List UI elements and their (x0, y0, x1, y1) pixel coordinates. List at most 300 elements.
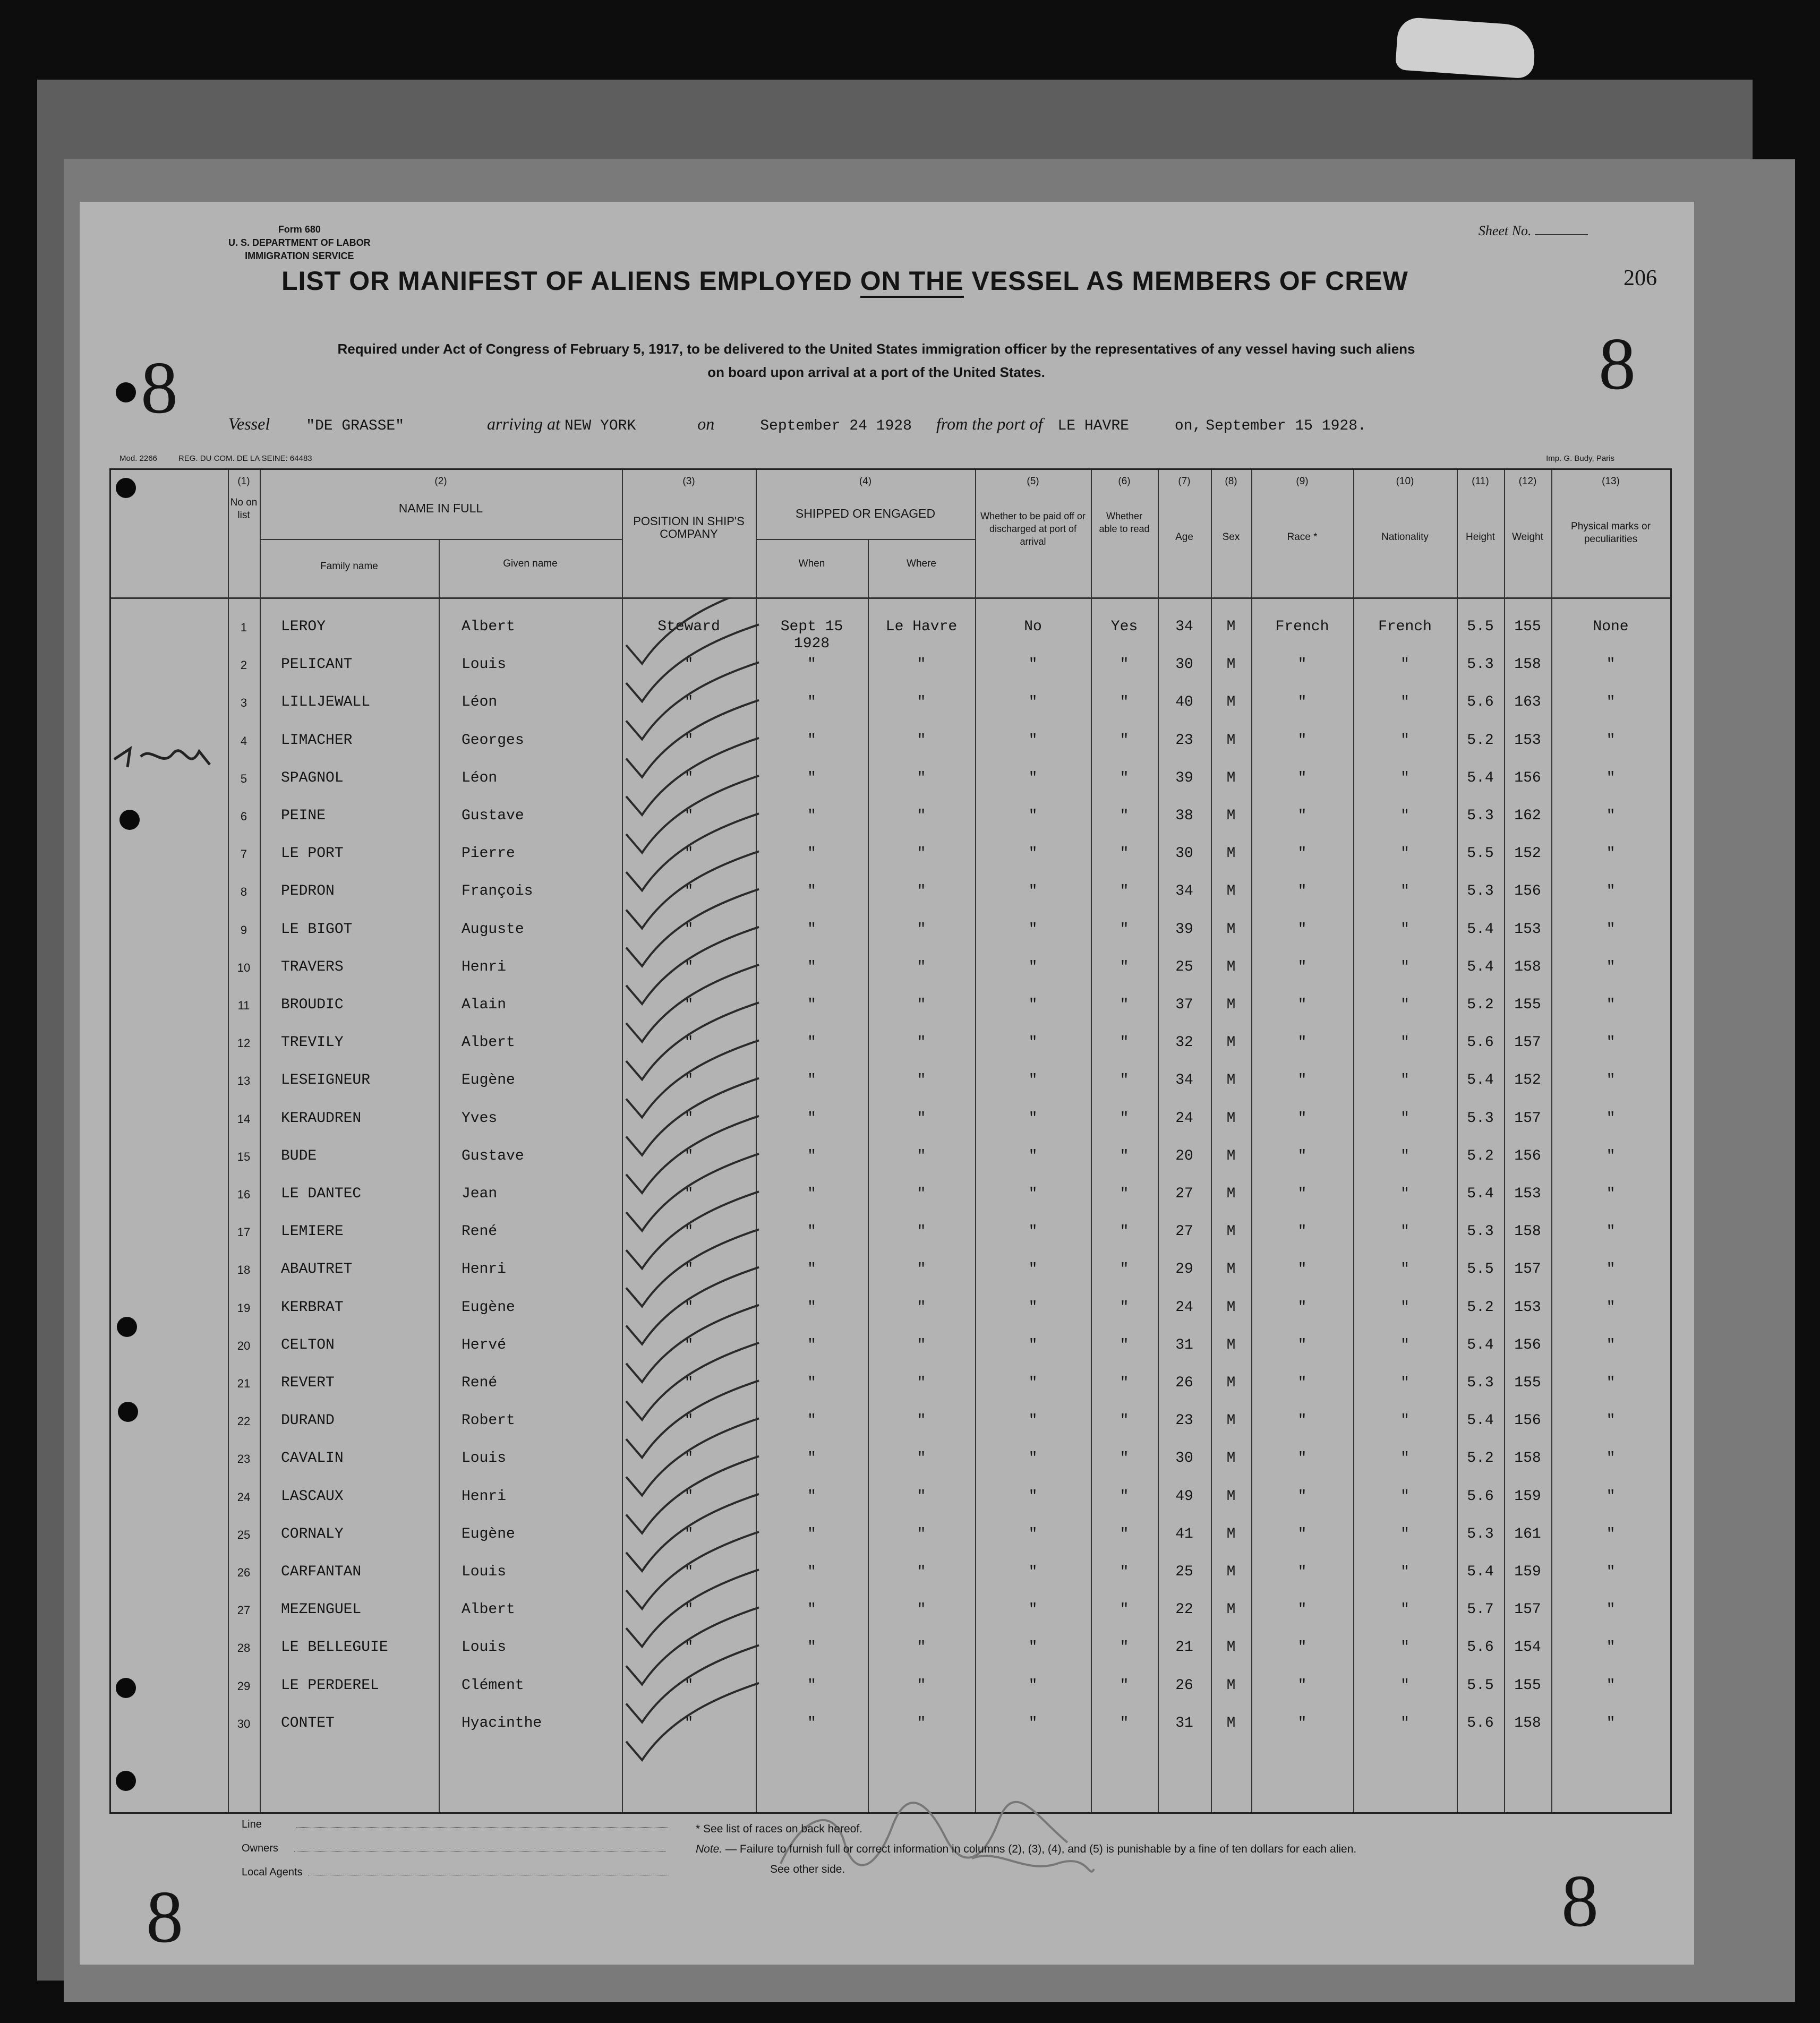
cell-shipped-where: " (917, 1147, 926, 1164)
cell-physical-marks: " (1606, 1072, 1616, 1089)
cell-age: 27 (1175, 1186, 1193, 1202)
cell-shipped-where: " (917, 1034, 926, 1051)
cell-shipped-when: " (807, 656, 816, 673)
row-number: 7 (240, 847, 247, 861)
cell-weight: 156 (1514, 1336, 1541, 1353)
cell-weight: 157 (1514, 1110, 1541, 1127)
cell-physical-marks: " (1606, 921, 1616, 938)
cell-age: 30 (1175, 845, 1193, 862)
cell-able-to-read: " (1120, 1601, 1129, 1618)
cell-physical-marks: " (1606, 656, 1616, 673)
cell-sex: M (1226, 1147, 1236, 1164)
cell-position: " (684, 732, 694, 749)
cell-family-name: LE BIGOT (281, 921, 353, 938)
cell-shipped-when: " (807, 1299, 816, 1316)
cell-sex: M (1226, 656, 1236, 673)
cell-given-name: Albert (462, 1034, 515, 1051)
cell-physical-marks: " (1606, 883, 1616, 900)
footer-agents-label: Local Agents (242, 1866, 303, 1878)
cell-able-to-read: " (1120, 997, 1129, 1013)
document-number: 206 (1624, 266, 1657, 290)
title-part-1: LIST OR MANIFEST OF ALIENS EMPLOYED (281, 266, 860, 296)
cell-able-to-read: " (1120, 1488, 1129, 1505)
cell-race: " (1297, 1715, 1307, 1731)
cell-shipped-when: " (807, 1261, 816, 1278)
footer-note-penalty (696, 1841, 1356, 1857)
cell-family-name: KERAUDREN (281, 1110, 362, 1127)
cell-physical-marks: " (1606, 1412, 1616, 1429)
cell-shipped-when: " (807, 1147, 816, 1164)
row-number: 5 (240, 772, 247, 785)
cell-nationality: " (1400, 1110, 1409, 1127)
cell-position: " (684, 694, 694, 711)
cell-shipped-where: " (917, 1110, 926, 1127)
arrival-date: September 24 1928 (760, 418, 912, 434)
requirement-line-1: Required under Act of Congress of February 5, 1917, to be delivered to the United States immigration officer by the representatives of any vessel having such aliens (337, 341, 1415, 357)
cell-height: 5.2 (1467, 1299, 1494, 1316)
check-mark (626, 851, 759, 928)
cell-physical-marks: " (1606, 1525, 1616, 1542)
cell-shipped-where: " (917, 1375, 926, 1391)
cell-nationality: " (1400, 1299, 1409, 1316)
cell-nationality: " (1400, 1525, 1409, 1542)
check-mark (626, 738, 759, 815)
cell-paid-off: " (1028, 694, 1038, 711)
cell-shipped-where: " (917, 1677, 926, 1694)
cell-sex: M (1226, 921, 1236, 938)
header-given-name: Given name (503, 558, 558, 569)
check-mark (626, 1191, 759, 1268)
cell-sex: M (1226, 619, 1236, 635)
cell-able-to-read: " (1120, 1186, 1129, 1202)
cell-given-name: Eugène (462, 1525, 515, 1542)
cell-given-name: Louis (462, 1564, 507, 1580)
header-position: POSITION IN SHIP'S COMPANY (633, 515, 745, 541)
cell-height: 5.3 (1467, 656, 1494, 673)
cell-height: 5.4 (1467, 1336, 1494, 1353)
cell-nationality: " (1400, 694, 1409, 711)
punch-hole (116, 382, 136, 402)
cell-height: 5.5 (1467, 619, 1494, 635)
cell-given-name: Louis (462, 1450, 507, 1467)
cell-physical-marks: " (1606, 1147, 1616, 1164)
cell-nationality: " (1400, 732, 1409, 749)
cell-physical-marks: None (1593, 619, 1629, 635)
cell-age: 31 (1175, 1715, 1193, 1731)
check-mark (626, 1645, 759, 1722)
cell-able-to-read: " (1120, 1639, 1129, 1656)
row-number: 1 (240, 621, 247, 634)
cell-paid-off: " (1028, 1639, 1038, 1656)
check-mark (626, 965, 759, 1042)
cell-age: 37 (1175, 997, 1193, 1013)
cell-given-name: Louis (462, 656, 507, 673)
cell-height: 5.2 (1467, 997, 1494, 1013)
stamp-number-top-right: 8 (1599, 323, 1636, 405)
cell-nationality: " (1400, 1639, 1409, 1656)
cell-sex: M (1226, 1072, 1236, 1089)
cell-sex: M (1226, 1601, 1236, 1618)
cell-physical-marks: " (1606, 694, 1616, 711)
cell-age: 22 (1175, 1601, 1193, 1618)
cell-family-name: DURAND (281, 1412, 335, 1429)
cell-sex: M (1226, 1412, 1236, 1429)
cell-paid-off: " (1028, 1450, 1038, 1467)
sheet-number (1479, 223, 1588, 239)
cell-family-name: BUDE (281, 1147, 317, 1164)
cell-shipped-where: " (917, 769, 926, 786)
header-col11-number: (11) (1472, 476, 1489, 487)
cell-weight: 155 (1514, 1375, 1541, 1391)
cell-position: " (684, 1261, 694, 1278)
cell-race: " (1297, 1147, 1307, 1164)
cell-shipped-when: " (807, 921, 816, 938)
cell-able-to-read: Yes (1110, 619, 1138, 635)
cell-family-name: LESEIGNEUR (281, 1072, 371, 1089)
check-marks (605, 597, 780, 1808)
cell-shipped-when: " (807, 997, 816, 1013)
cell-physical-marks: " (1606, 1564, 1616, 1580)
check-mark (626, 776, 759, 853)
row-number: 20 (237, 1339, 251, 1352)
check-mark (626, 889, 759, 966)
cell-nationality: French (1378, 619, 1432, 635)
cell-nationality: " (1400, 1375, 1409, 1391)
row-number: 17 (237, 1225, 251, 1239)
cell-weight: 158 (1514, 1715, 1541, 1731)
row-number: 22 (237, 1415, 251, 1428)
cell-able-to-read: " (1120, 732, 1129, 749)
cell-weight: 156 (1514, 1412, 1541, 1429)
departure-port: LE HAVRE (1057, 418, 1129, 434)
cell-race: " (1297, 1601, 1307, 1618)
header-when: When (798, 558, 825, 569)
cell-height: 5.3 (1467, 1110, 1494, 1127)
cell-weight: 152 (1514, 1072, 1541, 1089)
header-col13-number: (13) (1602, 476, 1620, 487)
cell-sex: M (1226, 694, 1236, 711)
cell-shipped-where: " (917, 1450, 926, 1467)
header-col5-number: (5) (1027, 476, 1039, 487)
row-number: 27 (237, 1604, 251, 1617)
cell-shipped-when: " (807, 1450, 816, 1467)
cell-family-name: CORNALY (281, 1525, 344, 1542)
cell-shipped-where: " (917, 958, 926, 975)
cell-height: 5.5 (1467, 1677, 1494, 1694)
cell-given-name: Yves (462, 1110, 498, 1127)
cell-family-name: LE BELLEGUIE (281, 1639, 388, 1656)
cell-shipped-when: " (807, 1336, 816, 1353)
cell-height: 5.5 (1467, 845, 1494, 862)
cell-nationality: " (1400, 1715, 1409, 1731)
cell-race: " (1297, 1110, 1307, 1127)
cell-shipped-where: " (917, 1261, 926, 1278)
cell-position: " (684, 1564, 694, 1580)
cell-shipped-when: " (807, 1412, 816, 1429)
cell-sex: M (1226, 1336, 1236, 1353)
cell-paid-off: " (1028, 1375, 1038, 1391)
row-number: 26 (237, 1566, 251, 1579)
cell-height: 5.2 (1467, 1450, 1494, 1467)
cell-sex: M (1226, 1715, 1236, 1731)
header-col6-number: (6) (1118, 476, 1131, 487)
cell-position: " (684, 1525, 694, 1542)
cell-age: 31 (1175, 1336, 1193, 1353)
cell-weight: 155 (1514, 1677, 1541, 1694)
cell-family-name: REVERT (281, 1375, 335, 1391)
cell-weight: 153 (1514, 1186, 1541, 1202)
header-where: Where (907, 558, 936, 569)
cell-weight: 161 (1514, 1525, 1541, 1542)
cell-family-name: ABAUTRET (281, 1261, 353, 1278)
cell-shipped-where: " (917, 808, 926, 824)
check-mark (626, 1607, 759, 1684)
cell-physical-marks: " (1606, 1677, 1616, 1694)
cell-age: 40 (1175, 694, 1193, 711)
cell-age: 26 (1175, 1677, 1193, 1694)
cell-paid-off: " (1028, 1034, 1038, 1051)
cell-paid-off: " (1028, 1525, 1038, 1542)
cell-race: " (1297, 845, 1307, 862)
cell-race: " (1297, 1223, 1307, 1240)
cell-weight: 153 (1514, 1299, 1541, 1316)
row-number: 15 (237, 1150, 251, 1163)
row-number: 6 (240, 810, 247, 823)
stamp-number-bottom-right: 8 (1561, 1860, 1599, 1942)
cell-family-name: CAVALIN (281, 1450, 344, 1467)
cell-sex: M (1226, 808, 1236, 824)
cell-height: 5.2 (1467, 732, 1494, 749)
cell-nationality: " (1400, 808, 1409, 824)
cell-height: 5.4 (1467, 921, 1494, 938)
row-number: 16 (237, 1188, 251, 1201)
cell-family-name: LE DANTEC (281, 1186, 362, 1202)
header-physical-marks: Physical marks or peculiarities (1571, 521, 1651, 545)
cell-position: " (684, 1715, 694, 1731)
cell-paid-off: " (1028, 883, 1038, 900)
check-mark (626, 1267, 759, 1344)
cell-sex: M (1226, 769, 1236, 786)
cell-able-to-read: " (1120, 1525, 1129, 1542)
cell-sex: M (1226, 1223, 1236, 1240)
cell-able-to-read: " (1120, 1223, 1129, 1240)
footer-see-other-side: See other side. (770, 1863, 845, 1875)
cell-race: " (1297, 694, 1307, 711)
cell-able-to-read: " (1120, 1450, 1129, 1467)
cell-height: 5.3 (1467, 1375, 1494, 1391)
header-col10-number: (10) (1396, 476, 1414, 487)
cell-shipped-where: " (917, 1715, 926, 1731)
cell-height: 5.3 (1467, 1525, 1494, 1542)
cell-age: 34 (1175, 619, 1193, 635)
cell-able-to-read: " (1120, 1034, 1129, 1051)
cell-physical-marks: " (1606, 732, 1616, 749)
cell-physical-marks: " (1606, 1261, 1616, 1278)
cell-shipped-where: " (917, 997, 926, 1013)
cell-family-name: PEINE (281, 808, 326, 824)
check-mark (626, 1381, 759, 1458)
cell-family-name: TREVILY (281, 1034, 344, 1051)
header-nationality: Nationality (1381, 532, 1429, 543)
cell-physical-marks: " (1606, 1034, 1616, 1051)
cell-age: 39 (1175, 769, 1193, 786)
cell-age: 20 (1175, 1147, 1193, 1164)
cell-family-name: LEROY (281, 619, 326, 635)
service-name: IMMIGRATION SERVICE (245, 251, 354, 261)
cell-shipped-where: " (917, 656, 926, 673)
row-number: 14 (237, 1112, 251, 1126)
cell-physical-marks: " (1606, 1299, 1616, 1316)
footer-note-penalty-text: — Failure to furnish full or correct information in columns (2), (3), (4), and (5) is punishable by a fine of ten dollars for each alien. (722, 1843, 1357, 1855)
header-sex: Sex (1222, 532, 1240, 543)
row-number: 3 (240, 696, 247, 710)
cell-paid-off: " (1028, 1147, 1038, 1164)
cell-shipped-when-year: 1928 (793, 636, 830, 652)
cell-shipped-where: " (917, 1601, 926, 1618)
cell-able-to-read: " (1120, 1147, 1129, 1164)
cell-physical-marks: " (1606, 1601, 1616, 1618)
cell-height: 5.3 (1467, 883, 1494, 900)
cell-able-to-read: " (1120, 694, 1129, 711)
cell-weight: 152 (1514, 845, 1541, 862)
cell-paid-off: " (1028, 1336, 1038, 1353)
cell-given-name: Alain (462, 997, 507, 1013)
cell-paid-off: " (1028, 845, 1038, 862)
cell-sex: M (1226, 1261, 1236, 1278)
registry-text: REG. DU COM. DE LA SEINE: 64483 (178, 454, 312, 463)
vessel-line (228, 414, 1366, 434)
arrival-port: NEW YORK (564, 418, 636, 434)
check-mark (626, 1494, 759, 1571)
cell-shipped-where: " (917, 845, 926, 862)
cell-sex: M (1226, 1450, 1236, 1467)
check-mark (626, 1078, 759, 1155)
cell-given-name: Eugène (462, 1299, 515, 1316)
cell-shipped-where: " (917, 1223, 926, 1240)
vessel-label: Vessel (228, 414, 270, 433)
cell-height: 5.2 (1467, 1147, 1494, 1164)
cell-age: 29 (1175, 1261, 1193, 1278)
cell-able-to-read: " (1120, 1261, 1129, 1278)
cell-race: " (1297, 808, 1307, 824)
cell-able-to-read: " (1120, 656, 1129, 673)
cell-weight: 153 (1514, 921, 1541, 938)
cell-weight: 153 (1514, 732, 1541, 749)
cell-sex: M (1226, 1677, 1236, 1694)
cell-nationality: " (1400, 1072, 1409, 1089)
cell-given-name: Eugène (462, 1072, 515, 1089)
header-height: Height (1466, 532, 1495, 543)
cell-height: 5.4 (1467, 958, 1494, 975)
cell-nationality: " (1400, 1147, 1409, 1164)
cell-paid-off: " (1028, 1223, 1038, 1240)
cell-able-to-read: " (1120, 883, 1129, 900)
cell-weight: 157 (1514, 1261, 1541, 1278)
footer-note-races: * See list of races on back hereof. (696, 1823, 863, 1835)
cell-position: " (684, 1299, 694, 1316)
check-mark (626, 1305, 759, 1382)
cell-position: " (684, 656, 694, 673)
cell-able-to-read: " (1120, 1072, 1129, 1089)
header-col7-number: (7) (1178, 476, 1191, 487)
cell-physical-marks: " (1606, 1110, 1616, 1127)
check-mark (626, 700, 759, 777)
cell-paid-off: " (1028, 1299, 1038, 1316)
cell-nationality: " (1400, 1564, 1409, 1580)
cell-sex: M (1226, 958, 1236, 975)
cell-weight: 155 (1514, 997, 1541, 1013)
footer-line-label: Line (242, 1819, 262, 1830)
cell-age: 30 (1175, 656, 1193, 673)
cell-position: " (684, 1450, 694, 1467)
cell-nationality: " (1400, 1488, 1409, 1505)
cell-shipped-when: " (807, 769, 816, 786)
cell-shipped-where: Le Havre (885, 619, 958, 635)
cell-weight: 158 (1514, 656, 1541, 673)
cell-height: 5.7 (1467, 1601, 1494, 1618)
cell-weight: 157 (1514, 1601, 1541, 1618)
cell-age: 23 (1175, 1412, 1193, 1429)
cell-able-to-read: " (1120, 1564, 1129, 1580)
cell-paid-off: " (1028, 958, 1038, 975)
cell-family-name: SPAGNOL (281, 769, 344, 786)
form-header (228, 223, 371, 263)
sheet-number-line (1535, 234, 1588, 235)
cell-shipped-where: " (917, 921, 926, 938)
cell-shipped-where: " (917, 1186, 926, 1202)
title-part-underlined: ON THE (860, 266, 964, 298)
cell-given-name: Pierre (462, 845, 515, 862)
header-no-on-list: No on list (230, 497, 258, 521)
cell-given-name: Léon (462, 769, 498, 786)
cell-given-name: Henri (462, 1261, 507, 1278)
cell-height: 5.6 (1467, 1034, 1494, 1051)
cell-position: " (684, 1147, 694, 1164)
cell-height: 5.4 (1467, 1412, 1494, 1429)
cell-paid-off: " (1028, 732, 1038, 749)
cell-sex: M (1226, 1034, 1236, 1051)
cell-paid-off: " (1028, 1488, 1038, 1505)
cell-position: Steward (657, 619, 720, 635)
cell-given-name: Louis (462, 1639, 507, 1656)
cell-weight: 159 (1514, 1488, 1541, 1505)
cell-age: 27 (1175, 1223, 1193, 1240)
cell-physical-marks: " (1606, 1450, 1616, 1467)
cell-age: 30 (1175, 1450, 1193, 1467)
cell-race: " (1297, 1677, 1307, 1694)
cell-shipped-when: " (807, 808, 816, 824)
cell-age: 41 (1175, 1525, 1193, 1542)
cell-position: " (684, 1639, 694, 1656)
margin-scribble (109, 735, 226, 783)
cell-race: " (1297, 1072, 1307, 1089)
row-number: 28 (237, 1641, 251, 1655)
cell-height: 5.3 (1467, 1223, 1494, 1240)
cell-position: " (684, 1223, 694, 1240)
cell-able-to-read: " (1120, 958, 1129, 975)
header-weight: Weight (1512, 532, 1543, 543)
row-number: 23 (237, 1452, 251, 1466)
footer-owners-label: Owners (242, 1842, 278, 1854)
header-paid-off: Whether to be paid off or discharged at port of arrival (980, 511, 1086, 547)
cell-family-name: LILLJEWALL (281, 694, 371, 711)
cell-height: 5.4 (1467, 1186, 1494, 1202)
cell-position: " (684, 808, 694, 824)
cell-able-to-read: " (1120, 1677, 1129, 1694)
footer-note-label: Note. (696, 1843, 723, 1855)
check-mark (626, 1456, 759, 1533)
cell-able-to-read: " (1120, 1110, 1129, 1127)
